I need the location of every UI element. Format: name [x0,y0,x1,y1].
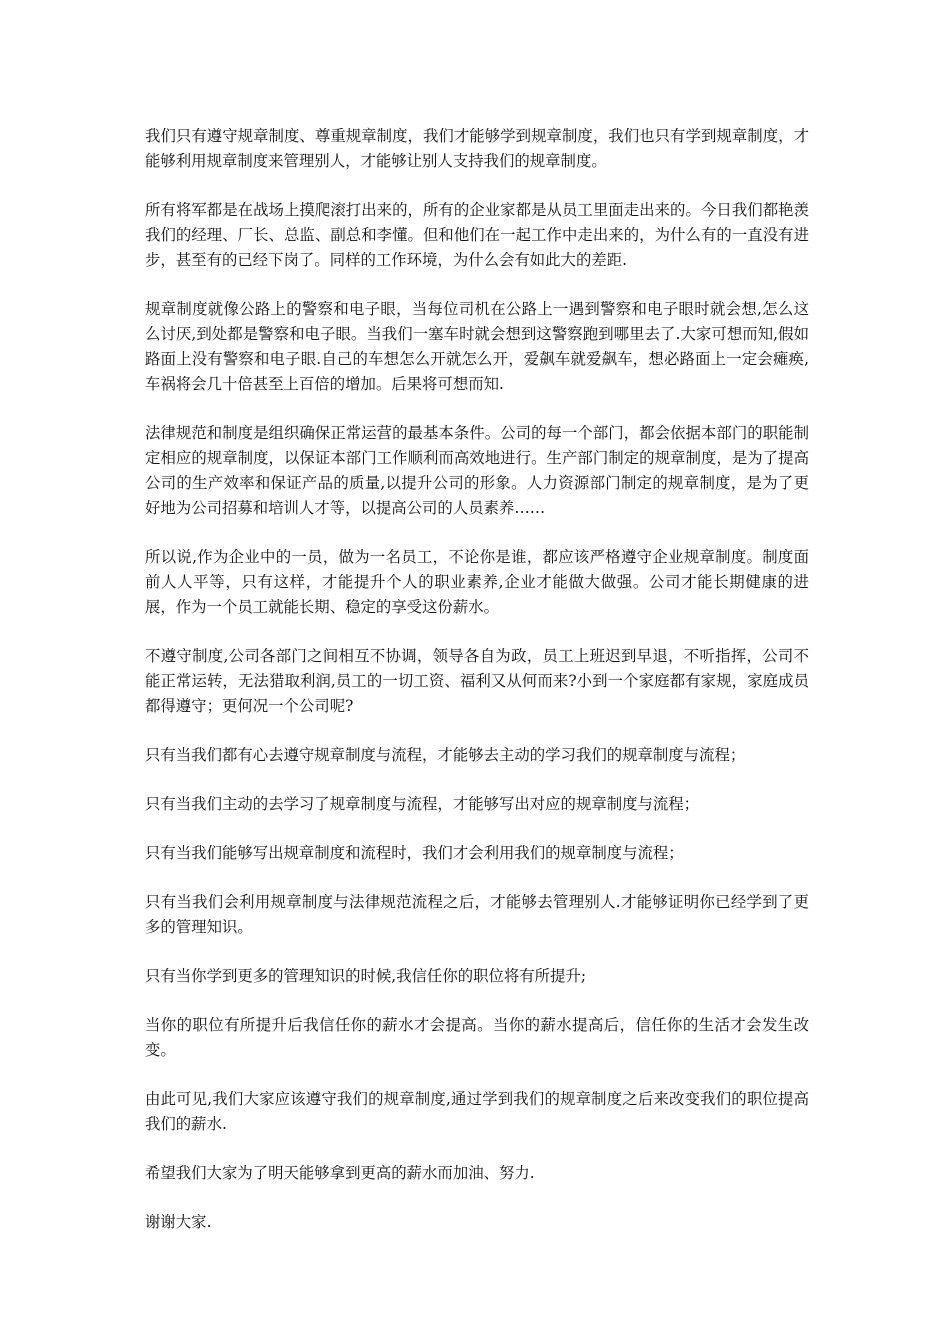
paragraph-13: 由此可见,我们大家应该遵守我们的规章制度,通过学到我们的规章制度之后来改变我们的职位提高我们的薪水. [145,1090,809,1133]
paragraph-14: 希望我们大家为了明天能够拿到更高的薪水而加油、努力. [145,1164,535,1182]
paragraph-1: 我们只有遵守规章制度、尊重规章制度，我们才能够学到规章制度，我们也只有学到规章制度，才能够利用规章制度来管理别人，才能够让别人支持我们的规章制度。 [145,127,809,170]
paragraph-2: 所有将军都是在战场上摸爬滚打出来的，所有的企业家都是从员工里面走出来的。今日我们都艳羡我们的经理、厂长、总监、副总和李懂。但和他们在一起工作中走出来的，为什么有的一直没有进步，甚至有的已经下岗了。同样的工作环境，为什么会有如此大的差距. [145,201,809,269]
paragraph-6: 不遵守制度,公司各部门之间相互不协调，领导各自为政，员工上班迟到早退，不听指挥，公司不能正常运转，无法猎取利润,员工的一切工资、福利又从何而来?小到一个家庭都有家规，家庭成员都得遵守；更何况一个公司呢? [145,647,809,715]
paragraph-8: 只有当我们主动的去学习了规章制度与流程，才能够写出对应的规章制度与流程； [145,795,700,813]
paragraph-15: 谢谢大家. [145,1213,212,1231]
paragraph-10: 只有当我们会利用规章制度与法律规范流程之后，才能够去管理别人.才能够证明你已经学到了更多的管理知识。 [145,893,809,936]
paragraph-4: 法律规范和制度是组织确保正常运营的最基本条件。公司的每一个部门，都会依据本部门的职能制定相应的规章制度，以保证本部门工作顺利而高效地进行。生产部门制定的规章制度，是为了提高公司的生产效率和保证产品的质量,以提升公司的形象。人力资源部门制定的规章制度，是为了更好地为公司招募和培训人才等，以提高公司的人员素养…… [145,424,809,517]
paragraph-9: 只有当我们能够写出规章制度和流程时，我们才会利用我们的规章制度与流程； [145,844,684,862]
paragraph-11: 只有当你学到更多的管理知识的时候,我信任你的职位将有所提升; [145,967,587,985]
paragraph-7: 只有当我们都有心去遵守规章制度与流程，才能够去主动的学习我们的规章制度与流程； [145,746,746,764]
paragraph-12: 当你的职位有所提升后我信任你的薪水才会提高。当你的薪水提高后，信任你的生活才会发生改变。 [145,1016,809,1059]
document-body [145,124,809,1259]
paragraph-5: 所以说,作为企业中的一员，做为一名员工，不论你是谁，都应该严格遵守企业规章制度。制度面前人人平等，只有这样，才能提升个人的职业素养,企业才能做大做强。公司才能长期健康的进展，作为一个员工就能长期、稳定的享受这份薪水。 [145,548,809,616]
paragraph-3: 规章制度就像公路上的警察和电子眼，当每位司机在公路上一遇到警察和电子眼时就会想,怎么这么讨厌,到处都是警察和电子眼。当我们一塞车时就会想到这警察跑到哪里去了.大家可想而知,假如路面上没有警察和电子眼.自己的车想怎么开就怎么开，爱飙车就爱飙车，想必路面上一定会瘫痪,车祸将会几十倍甚至上百倍的增加。后果将可想而知. [145,300,809,393]
